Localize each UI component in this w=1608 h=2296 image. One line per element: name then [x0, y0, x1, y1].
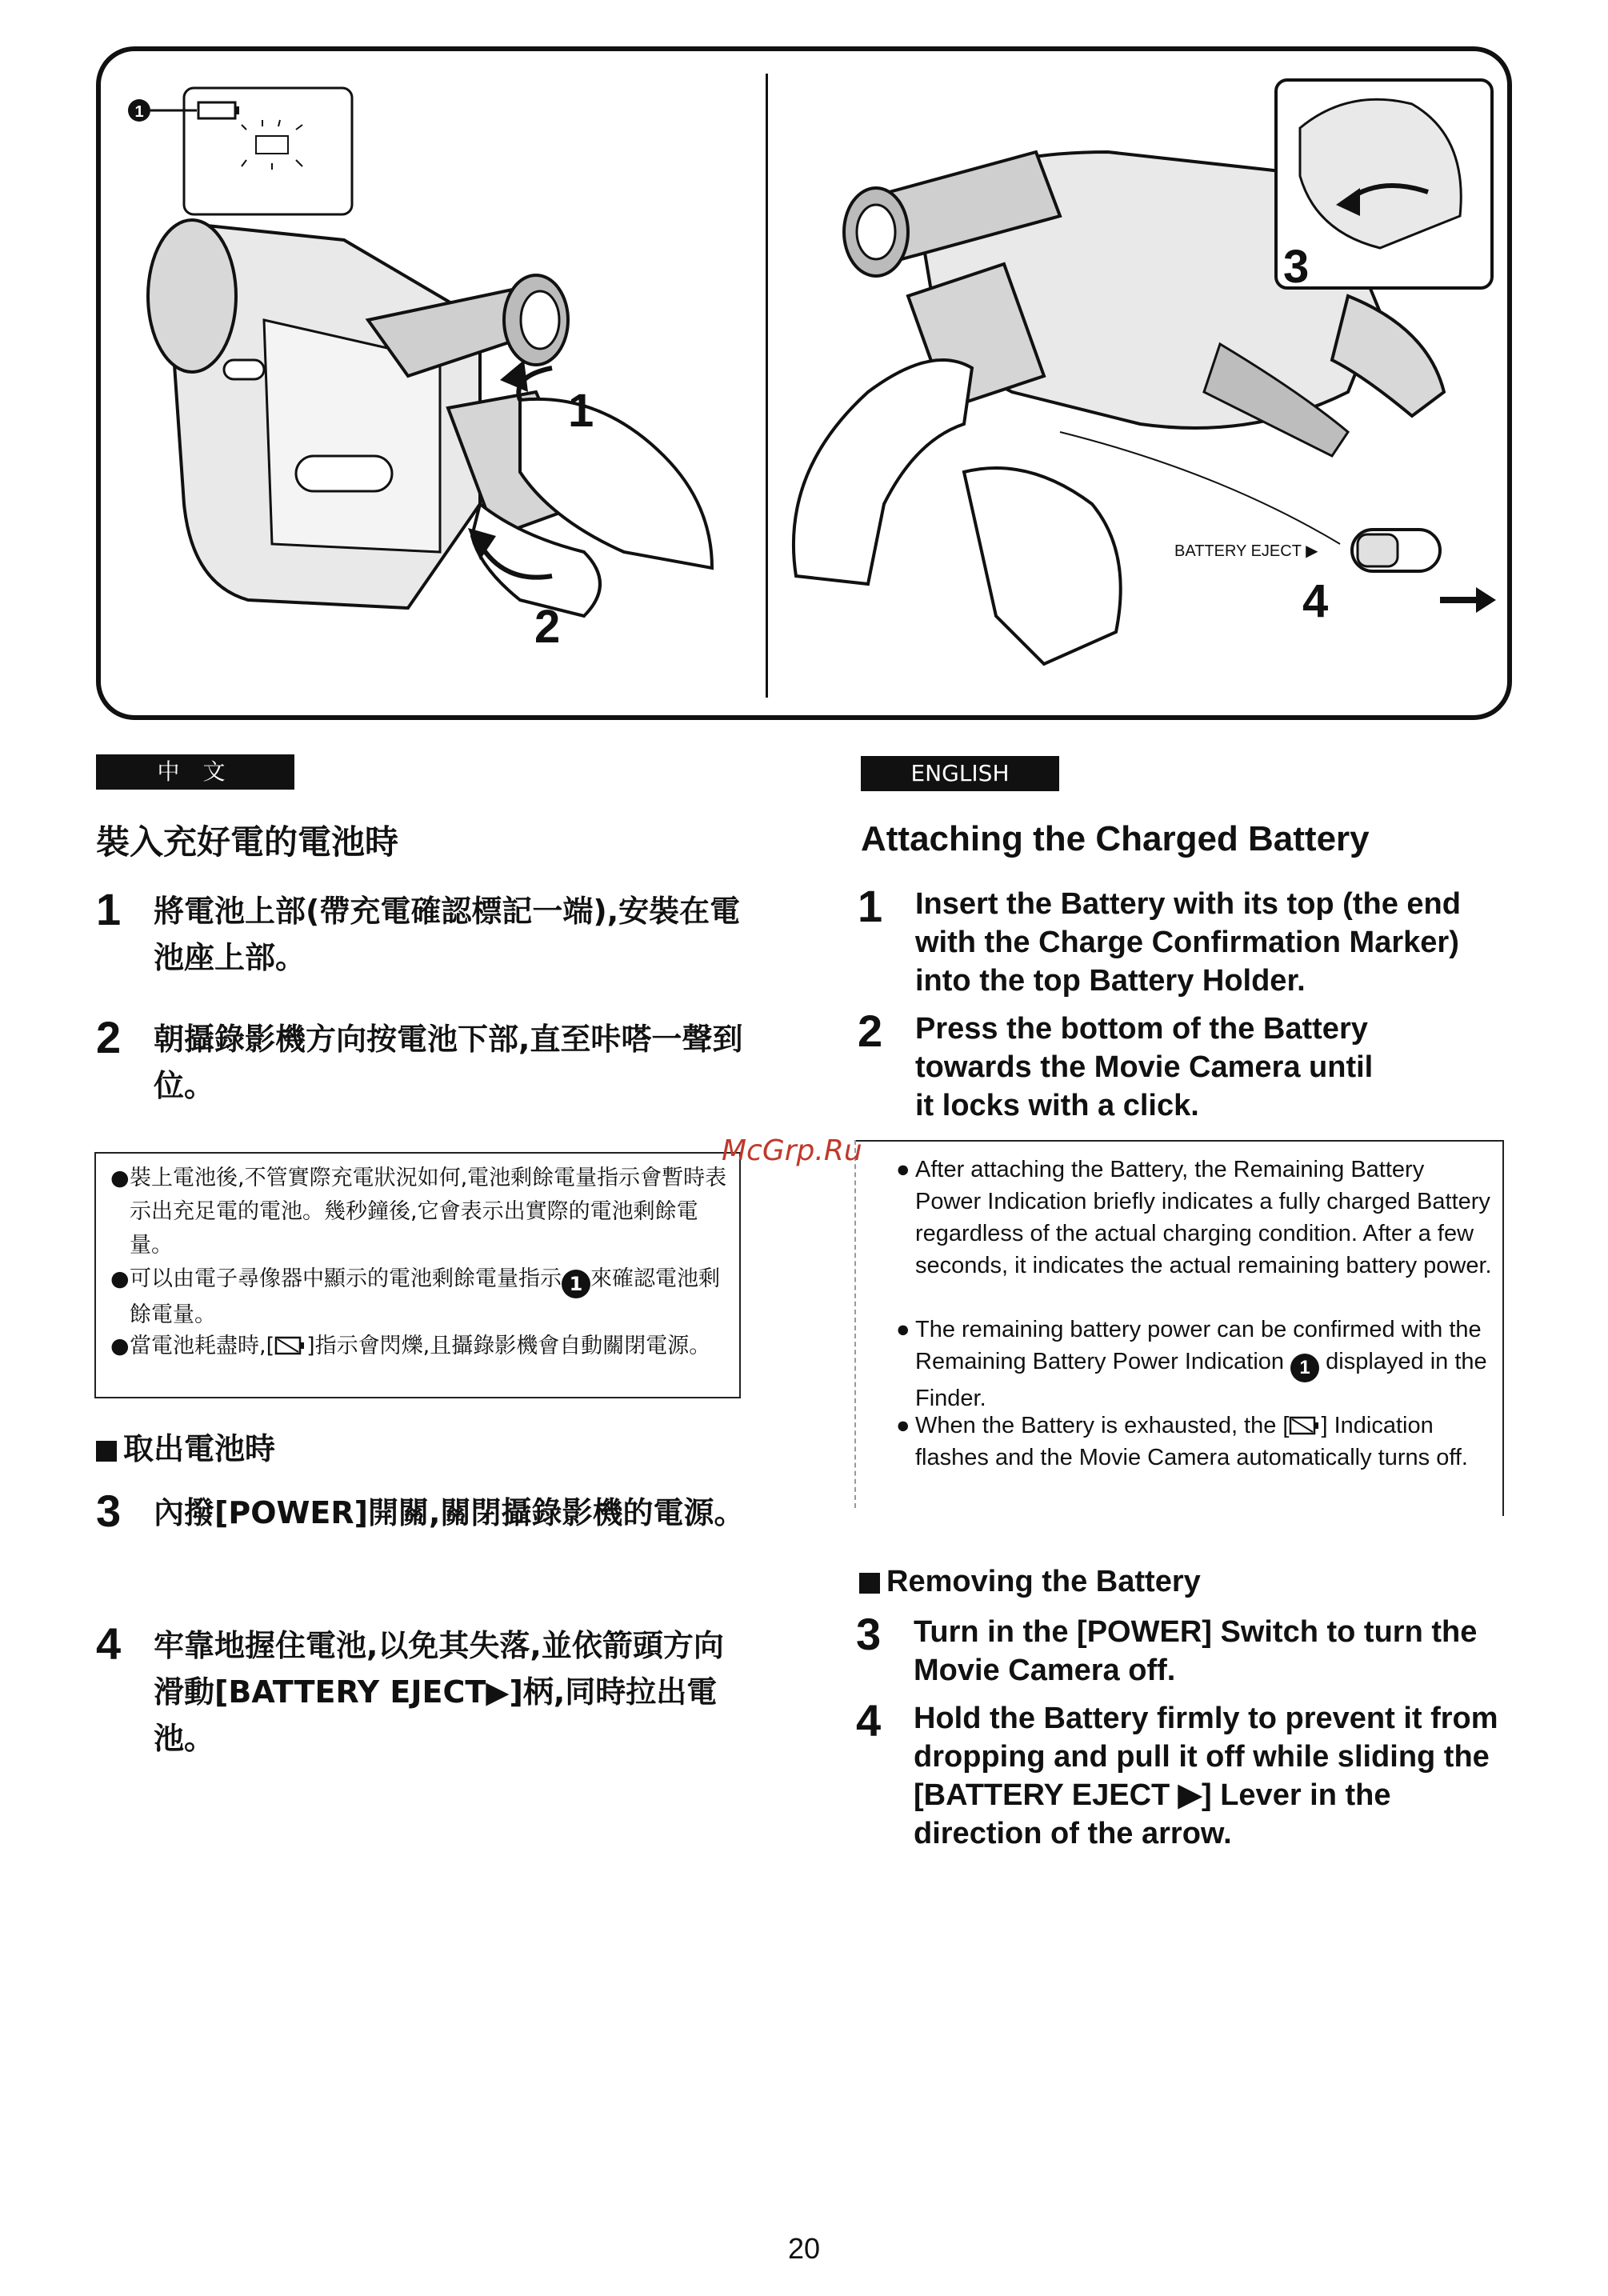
callout-step-1: 1: [568, 385, 594, 437]
bullet-icon: ●: [110, 1266, 130, 1291]
callout-step-3: 3: [1283, 241, 1310, 293]
battery-empty-icon: [274, 1335, 306, 1356]
zh-step-3-text: 內撥[POWER]開關,關閉攝錄影機的電源。: [154, 1495, 745, 1530]
en-step-3: [856, 1609, 1506, 1701]
battery-flash-icon: [256, 136, 288, 154]
zh-step-4: [96, 1618, 752, 1774]
en-note-3-part-1: When the Battery is exhausted, the [: [915, 1413, 1290, 1438]
en-step-1: [858, 881, 1506, 1005]
en-note-1-text: After attaching the Battery, the Remaining Battery Power Indication briefly indicates a fully charged Battery regardless of the actual charging condition. After a few seconds, it indicates the actual remaining battery power.: [915, 1157, 1492, 1278]
bullet-icon: ●: [896, 1413, 910, 1438]
zh-step-1-text: 將電池上部(帶充電確認標記一端),安裝在電池座上部。: [154, 894, 741, 975]
en-note-3: [896, 1410, 1496, 1506]
illustration-divider: [766, 74, 768, 698]
callout-step-2: 2: [534, 601, 561, 653]
zh-note-2-part-2: 來確認電池剩餘電量。: [130, 1266, 720, 1327]
en-step-1-text: Insert the Battery with its top (the end with the Charge Confirmation Marker) into the top Battery Holder.: [915, 887, 1461, 998]
en-note-1: [896, 1154, 1496, 1314]
zh-note-3-part-2: ]指示會閃爍,且攝錄影機會自動關閉電源。: [306, 1334, 711, 1358]
en-heading: Attaching the Charged Battery: [861, 819, 1370, 858]
zh-note-3-text: [130, 1330, 731, 1363]
en-step-3-number: 3: [856, 1609, 882, 1659]
section-tag-chinese: 中 文: [96, 754, 294, 790]
watermark: McGrp.Ru: [722, 1134, 862, 1167]
battery-indicator-icon: [198, 102, 235, 118]
zh-step-4-number: 4: [96, 1618, 122, 1669]
zh-heading: 裝入充好電的電池時: [96, 822, 399, 862]
en-step-4: [856, 1695, 1506, 1859]
en-step-1-number: 1: [858, 881, 883, 931]
camcorder-remove-illustration: [772, 56, 1500, 712]
en-step-4-number: 4: [856, 1695, 882, 1746]
en-note-3-text: [915, 1410, 1496, 1474]
zh-step-2: [96, 1012, 752, 1120]
bullet-icon: ●: [110, 1166, 130, 1190]
zh-remove-heading-text: 取出電池時: [123, 1431, 276, 1466]
zh-step-1: [96, 884, 752, 992]
zh-note-3-part-1: 當電池耗盡時,[: [130, 1334, 275, 1358]
zh-note-1: [110, 1162, 731, 1262]
en-remove-heading-text: Removing the Battery: [886, 1565, 1201, 1598]
en-step-3-text: Turn in the [POWER] Switch to turn the Movie Camera off.: [914, 1615, 1478, 1687]
zh-step-3-number: 3: [96, 1486, 122, 1536]
callout-step-4: 4: [1302, 575, 1329, 627]
square-bullet-icon: [859, 1573, 880, 1594]
indicator-marker-1: 1: [1290, 1354, 1319, 1382]
zh-step-2-text: 朝攝錄影機方向按電池下部,直至咔嗒一聲到位。: [154, 1022, 743, 1103]
zh-step-1-number: 1: [96, 884, 122, 934]
bullet-icon: ●: [110, 1334, 130, 1358]
zh-note-2-text: [130, 1262, 731, 1332]
en-note-2-text: [915, 1314, 1496, 1414]
en-note-2: [896, 1314, 1496, 1410]
en-step-4-text: Hold the Battery firmly to prevent it from dropping and pull it off while sliding the [BATTERY EJECT ▶] Lever in the direction of the arrow.: [914, 1702, 1498, 1850]
zh-step-4-text: 牢靠地握住電池,以免其失落,並依箭頭方向滑動[BATTERY EJECT▶]柄,同時拉出電池。: [154, 1628, 724, 1756]
en-step-2-text: Press the bottom of the Battery towards the Movie Camera until it locks with a click.: [915, 1012, 1374, 1122]
en-remove-heading: [859, 1565, 1201, 1599]
finder-display-inset: [184, 88, 352, 214]
callout-marker-1-label: 1: [134, 103, 144, 121]
square-bullet-icon: [96, 1441, 117, 1462]
zh-remove-heading: [96, 1424, 275, 1468]
zh-note-3: [110, 1330, 731, 1397]
camcorder-insert-illustration: [104, 56, 760, 712]
battery-empty-icon: [1289, 1415, 1321, 1436]
en-step-2: [858, 1006, 1506, 1130]
en-note-2-part-1: The remaining battery power can be confirmed with the Remaining Battery Power Indication: [915, 1317, 1482, 1374]
en-note-2-part-2: displayed in the Finder.: [915, 1349, 1487, 1411]
indicator-marker-1: 1: [562, 1270, 590, 1298]
en-step-2-number: 2: [858, 1006, 883, 1056]
zh-note-1-text: 裝上電池後,不管實際充電狀況如何,電池剩餘電量指示會暫時表示出充足電的電池。幾秒鐘後,它會表示出實際的電池剩餘電量。: [130, 1166, 727, 1258]
bullet-icon: ●: [896, 1157, 910, 1182]
zh-step-3: [96, 1486, 752, 1594]
page-number: 20: [787, 2232, 821, 2265]
zh-step-2-number: 2: [96, 1012, 122, 1062]
en-note-3-part-2: ] Indication flashes and the Movie Camera automatically turns off.: [915, 1413, 1468, 1470]
section-tag-english: ENGLISH: [861, 756, 1059, 791]
bullet-icon: ●: [896, 1317, 910, 1342]
zh-note-2-part-1: 可以由電子尋像器中顯示的電池剩餘電量指示: [130, 1266, 562, 1291]
battery-eject-label: BATTERY EJECT ▶: [1174, 542, 1318, 560]
zh-note-2: [110, 1262, 731, 1330]
en-notes-box-left-edge: [854, 1140, 858, 1508]
